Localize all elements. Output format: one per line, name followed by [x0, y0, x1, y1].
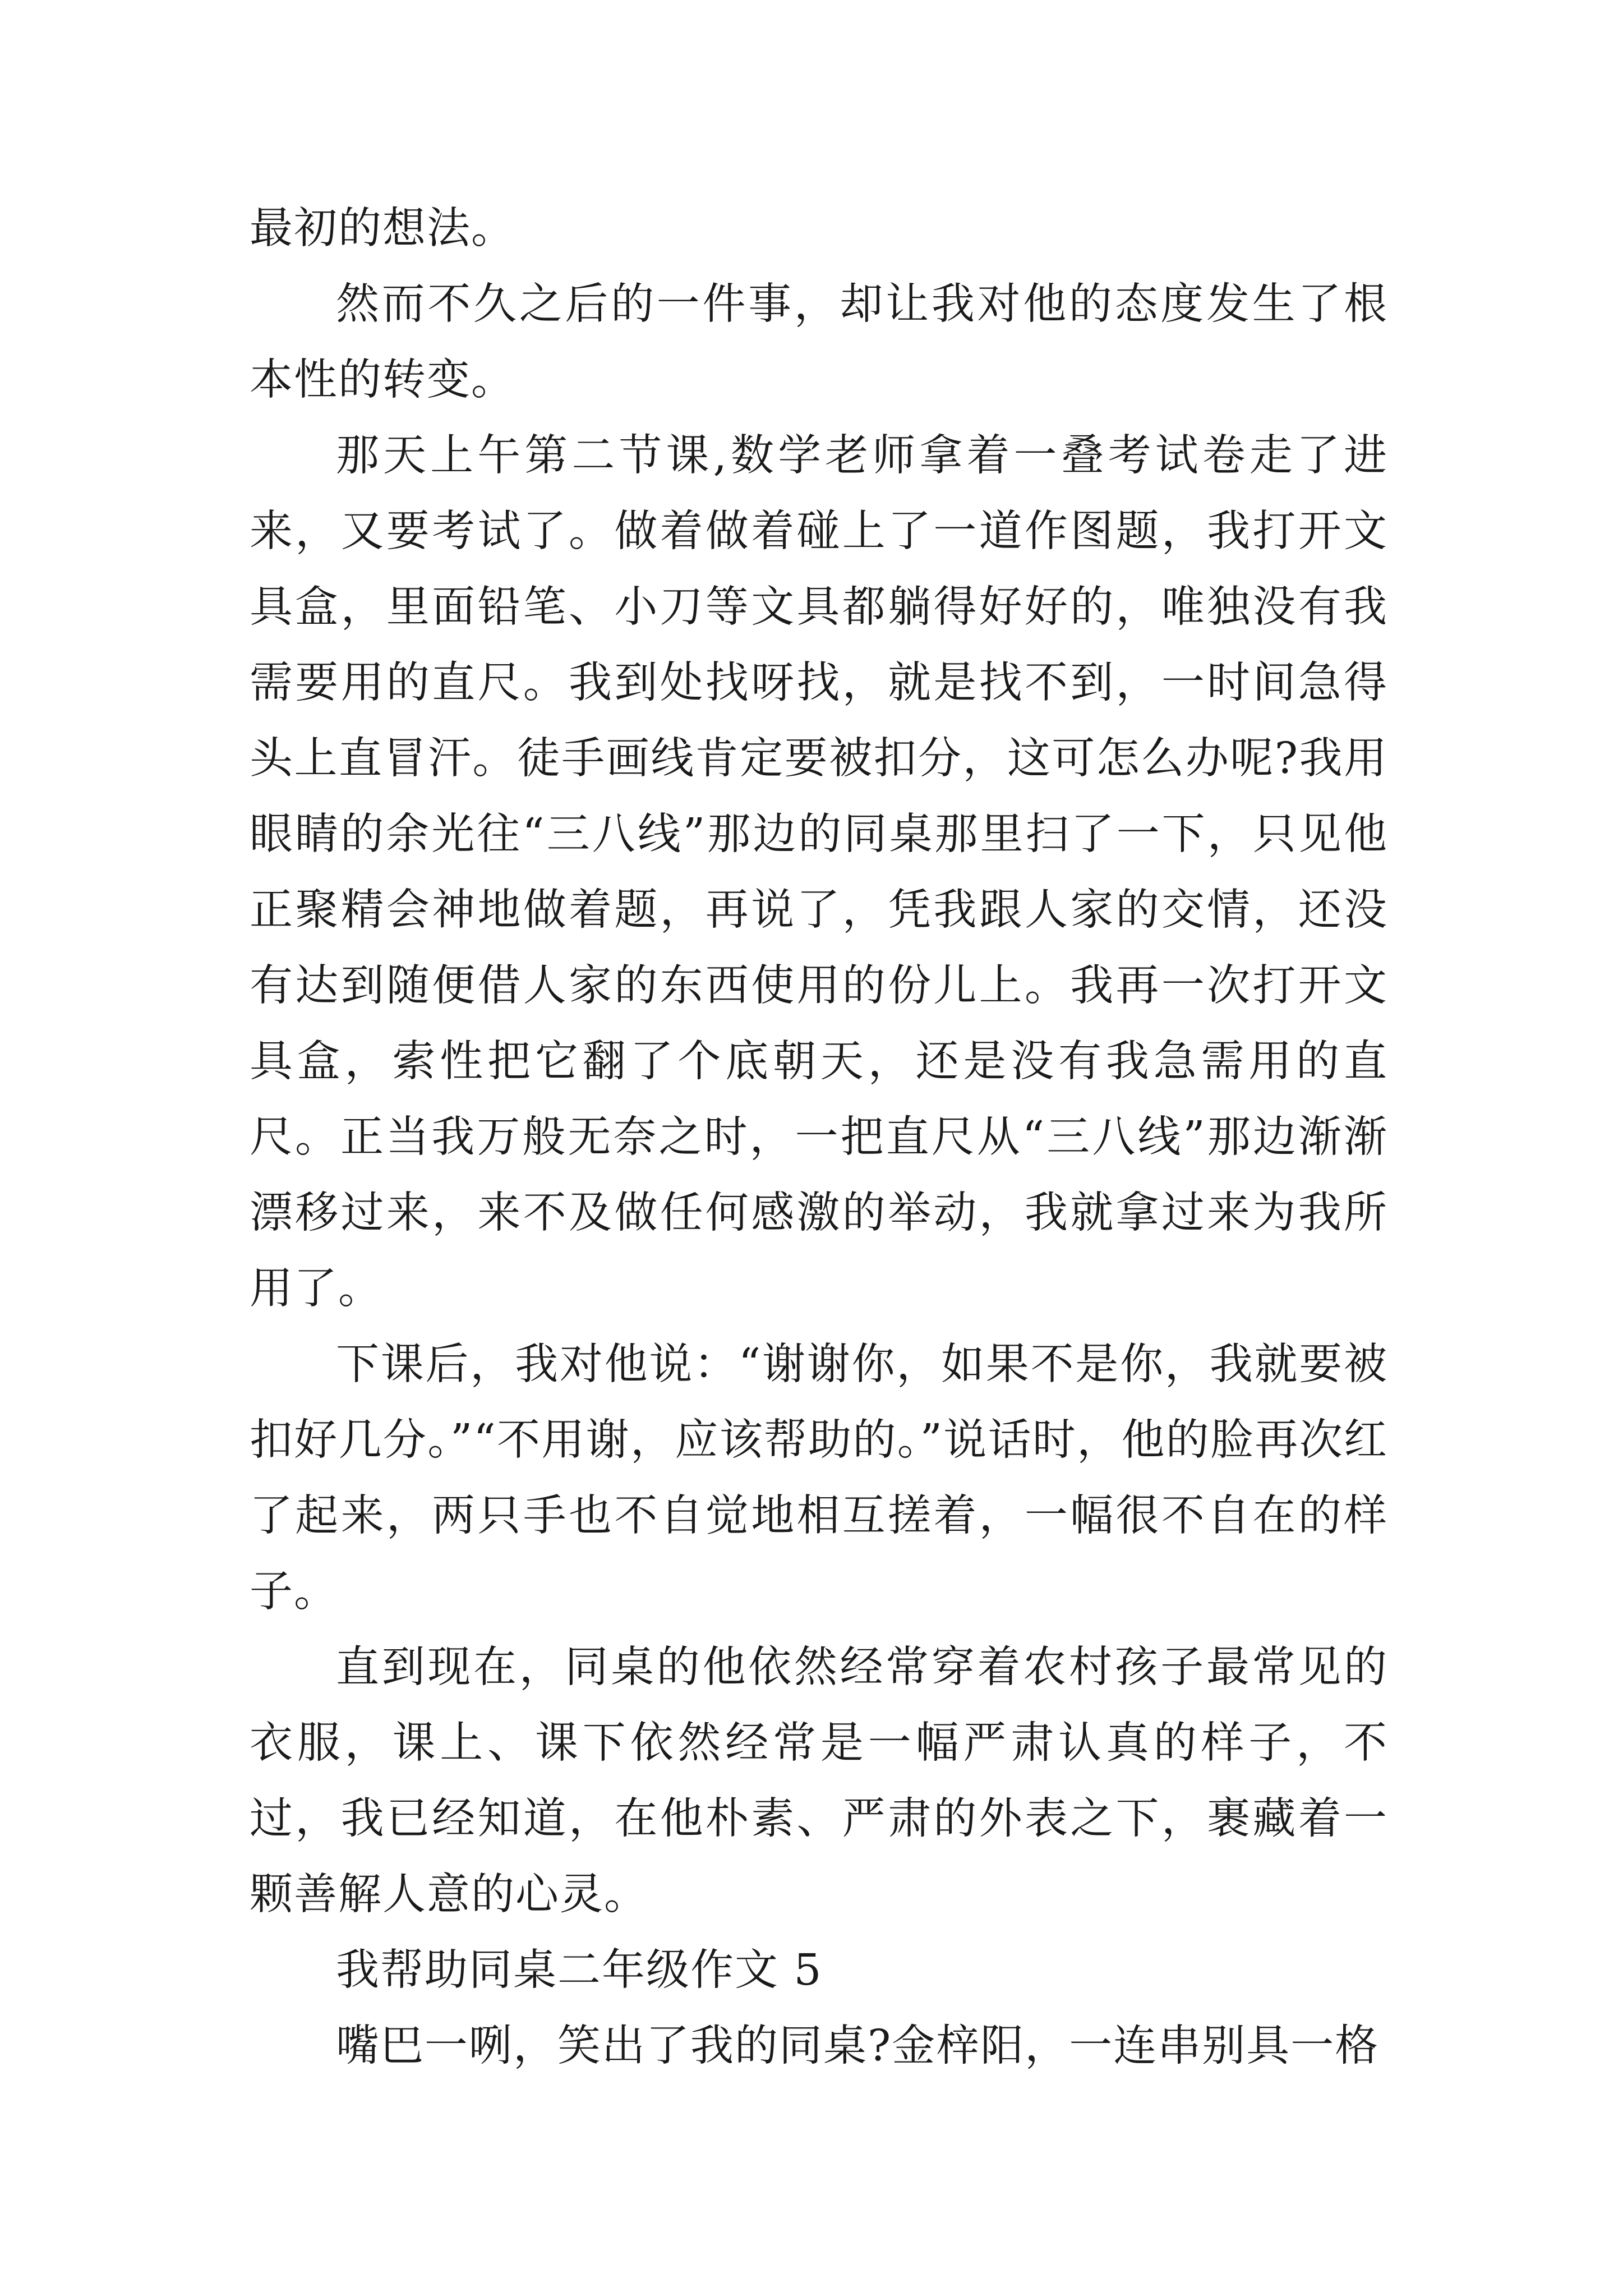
- paragraph-continuation: 最初的想法。: [250, 204, 515, 254]
- body-text: [250, 191, 1388, 2084]
- section-heading: 我帮助同桌二年级作文 5: [336, 1945, 823, 1995]
- paragraph-until-now: 直到现在，同桌的他依然经常穿着农村孩子最常见的衣服，课上、课下依然经常是一幅严肃认真的样子，不过，我已经知道，在他朴素、严肃的外表之下，裹藏着一颗善解人意的心灵。: [250, 1642, 1388, 1920]
- paragraph-after-class: 下课后，我对他说：“谢谢你，如果不是你，我就要被扣好几分。”“不用谢，应该帮助的。”说话时，他的脸再次红了起来，两只手也不自觉地相互搓着，一幅很不自在的样子。: [250, 1340, 1388, 1617]
- paragraph-turning-point: 然而不久之后的一件事，却让我对他的态度发生了根本性的转变。: [250, 279, 1388, 405]
- paragraph-math-exam: 那天上午第二节课,数学老师拿着一叠考试卷走了进来，又要考试了。做着做着碰上了一道作图题，我打开文具盒，里面铅笔、小刀等文具都躺得好好的，唯独没有我需要用的直尺。我到处找呀找，就是找不到，一时间急得头上直冒汗。徒手画线肯定要被扣分，这可怎么办呢?我用眼睛的余光往“三八线”那边的同桌那里扫了一下，只见他正聚精会神地做着题，再说了，凭我跟人家的交情，还没有达到随便借人家的东西使用的份儿上。我再一次打开文具盒，索性把它翻了个底朝天，还是没有我急需用的直尺。正当我万般无奈之时，一把直尺从“三八线”那边渐渐漂移过来，来不及做任何感激的举动，我就拿过来为我所用了。: [250, 431, 1388, 1314]
- paragraph-new-essay-start: 嘴巴一咧，笑出了我的同桌?金梓阳，一连串别具一格: [336, 2021, 1380, 2071]
